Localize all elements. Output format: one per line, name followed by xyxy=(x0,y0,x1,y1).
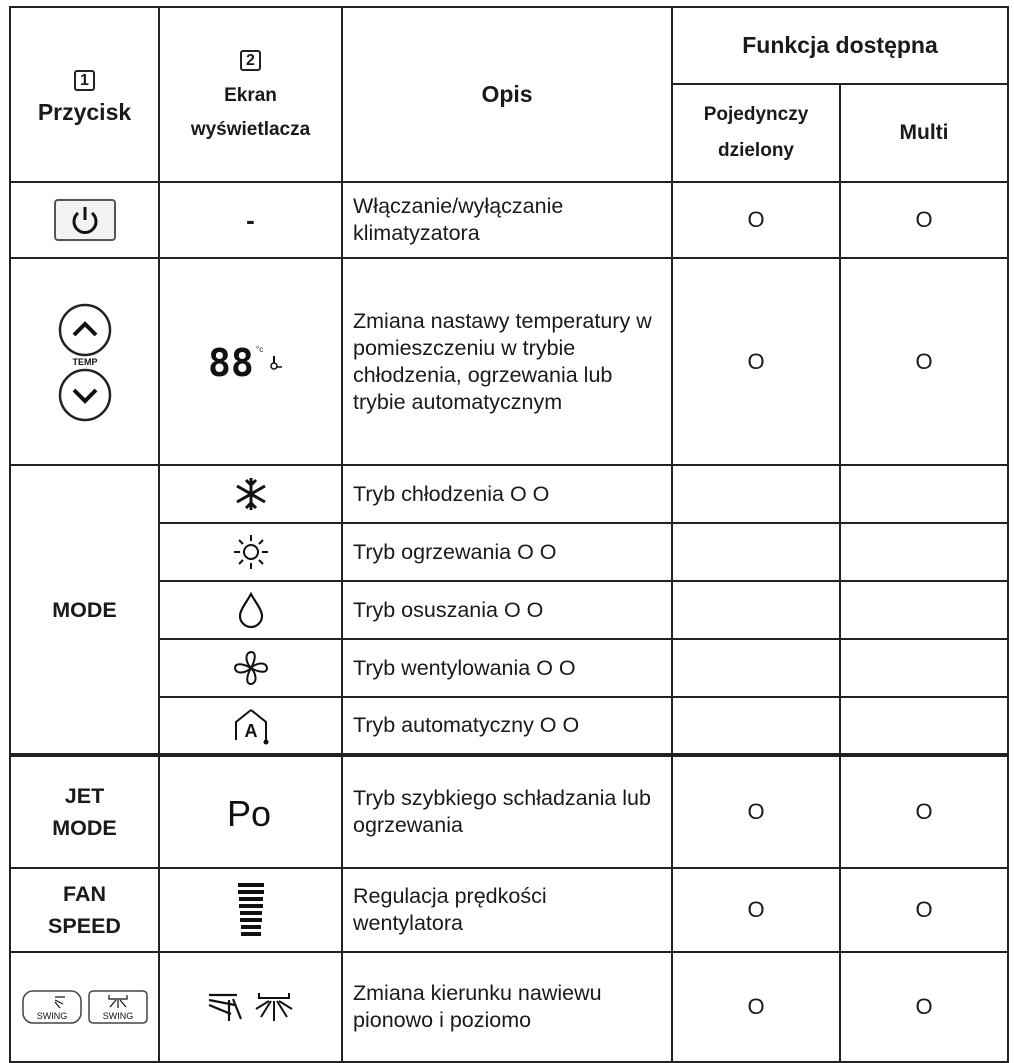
fan-speed-screen-cell xyxy=(159,868,342,952)
header-description: Opis xyxy=(342,7,672,182)
jet-button-label xyxy=(10,755,159,868)
jet-multi-mark: O xyxy=(840,755,1008,868)
snowflake-icon xyxy=(233,476,269,512)
power-multi-mark: O xyxy=(840,182,1008,258)
fan-speed-button-label xyxy=(10,868,159,952)
mode-fan-single xyxy=(672,639,840,697)
function-table xyxy=(9,6,1009,1063)
table-row-mode-dry xyxy=(10,581,1008,639)
table-row-mode-fan xyxy=(10,639,1008,697)
swing-caption-1: SWING xyxy=(36,1011,67,1021)
jet-label-line2: MODE xyxy=(52,816,117,840)
table-row-swing xyxy=(10,952,1008,1062)
temp-digits: 88 xyxy=(207,341,254,382)
header-single-line2: dzielony xyxy=(717,140,794,161)
mode-heat-single xyxy=(672,523,840,581)
header-button-label: Przycisk xyxy=(37,98,132,125)
table-row-fan-speed xyxy=(10,868,1008,952)
swing-button-cell xyxy=(10,952,159,1062)
header-single-split xyxy=(672,84,840,182)
column-number-badge: 1 xyxy=(74,70,95,91)
swing-caption-2: SWING xyxy=(102,1011,133,1021)
column-number-badge: 2 xyxy=(240,50,261,71)
header-screen-label-line2: wyświetlacza xyxy=(190,118,311,140)
swing-direction-icons xyxy=(201,987,301,1027)
table-row-temp xyxy=(10,258,1008,465)
mode-auto-description: Tryb automatyczny O O xyxy=(342,697,672,755)
mode-cool-screen-cell xyxy=(159,465,342,523)
fan-speed-multi-mark: O xyxy=(840,868,1008,952)
table-row-jet xyxy=(10,755,1008,868)
temp-multi-mark: O xyxy=(840,258,1008,465)
mode-cool-single xyxy=(672,465,840,523)
header-screen-column xyxy=(159,7,342,182)
mode-heat-screen-cell xyxy=(159,523,342,581)
mode-cool-description: Tryb chłodzenia O O xyxy=(342,465,672,523)
swing-buttons-icon xyxy=(21,987,149,1027)
temp-button-cell xyxy=(10,258,159,465)
swing-description: Zmiana kierunku nawiewu pionowo i poziomo xyxy=(342,952,672,1062)
power-screen-cell: - xyxy=(159,182,342,258)
mode-heat-description: Tryb ogrzewania O O xyxy=(342,523,672,581)
auto-mode-icon xyxy=(230,706,272,746)
temperature-display-88-icon xyxy=(206,342,296,382)
mode-auto-screen-cell xyxy=(159,697,342,755)
water-drop-icon xyxy=(236,591,266,629)
jet-single-mark: O xyxy=(672,755,840,868)
power-description: Włączanie/wyłączanie klimatyzatora xyxy=(342,182,672,258)
fan-speed-bars-icon xyxy=(236,880,266,940)
table-row-mode-cool xyxy=(10,465,1008,523)
table-row-mode-auto xyxy=(10,697,1008,755)
fan-speed-description: Regulacja prędkości wentylatora xyxy=(342,868,672,952)
sun-icon xyxy=(232,533,270,571)
header-function-available: Funkcja dostępna xyxy=(672,7,1008,84)
mode-button-label: MODE xyxy=(10,465,159,755)
mode-heat-multi xyxy=(840,523,1008,581)
table-row-power xyxy=(10,182,1008,258)
power-button-cell xyxy=(10,182,159,258)
header-screen-label-line1: Ekran xyxy=(224,84,277,106)
table-row-mode-heat xyxy=(10,523,1008,581)
mode-dry-screen-cell xyxy=(159,581,342,639)
fan-label-line1: FAN xyxy=(63,882,106,906)
mode-fan-description: Tryb wentylowania O O xyxy=(342,639,672,697)
swing-single-mark: O xyxy=(672,952,840,1062)
fan-label-line2: SPEED xyxy=(48,914,121,938)
jet-description: Tryb szybkiego schładzania lub ogrzewania xyxy=(342,755,672,868)
jet-mode-po-icon xyxy=(225,790,277,834)
mode-dry-description: Tryb osuszania O O xyxy=(342,581,672,639)
swing-multi-mark: O xyxy=(840,952,1008,1062)
temp-up-down-buttons-icon xyxy=(50,302,120,422)
temp-screen-cell xyxy=(159,258,342,465)
header-button-column xyxy=(10,7,159,182)
auto-letter: A xyxy=(244,720,257,741)
temp-caption: TEMP xyxy=(71,356,98,367)
mode-auto-multi xyxy=(840,697,1008,755)
header-multi: Multi xyxy=(840,84,1008,182)
mode-cool-multi xyxy=(840,465,1008,523)
jet-po-text: Po xyxy=(226,793,271,834)
fan-icon xyxy=(232,649,270,687)
mode-fan-screen-cell xyxy=(159,639,342,697)
mode-fan-multi xyxy=(840,639,1008,697)
temp-description: Zmiana nastawy temperatury w pomieszczeniu w trybie chłodzenia, ogrzewania lub trybie automatycznym xyxy=(342,258,672,465)
swing-screen-cell xyxy=(159,952,342,1062)
mode-dry-single xyxy=(672,581,840,639)
power-button-icon xyxy=(52,198,118,242)
header-single-line1: Pojedynczy xyxy=(703,104,809,125)
temp-unit: °c xyxy=(255,344,263,354)
temp-single-mark: O xyxy=(672,258,840,465)
jet-screen-cell xyxy=(159,755,342,868)
mode-auto-single xyxy=(672,697,840,755)
fan-speed-single-mark: O xyxy=(672,868,840,952)
jet-label-line1: JET xyxy=(64,784,105,808)
mode-dry-multi xyxy=(840,581,1008,639)
power-single-mark: O xyxy=(672,182,840,258)
